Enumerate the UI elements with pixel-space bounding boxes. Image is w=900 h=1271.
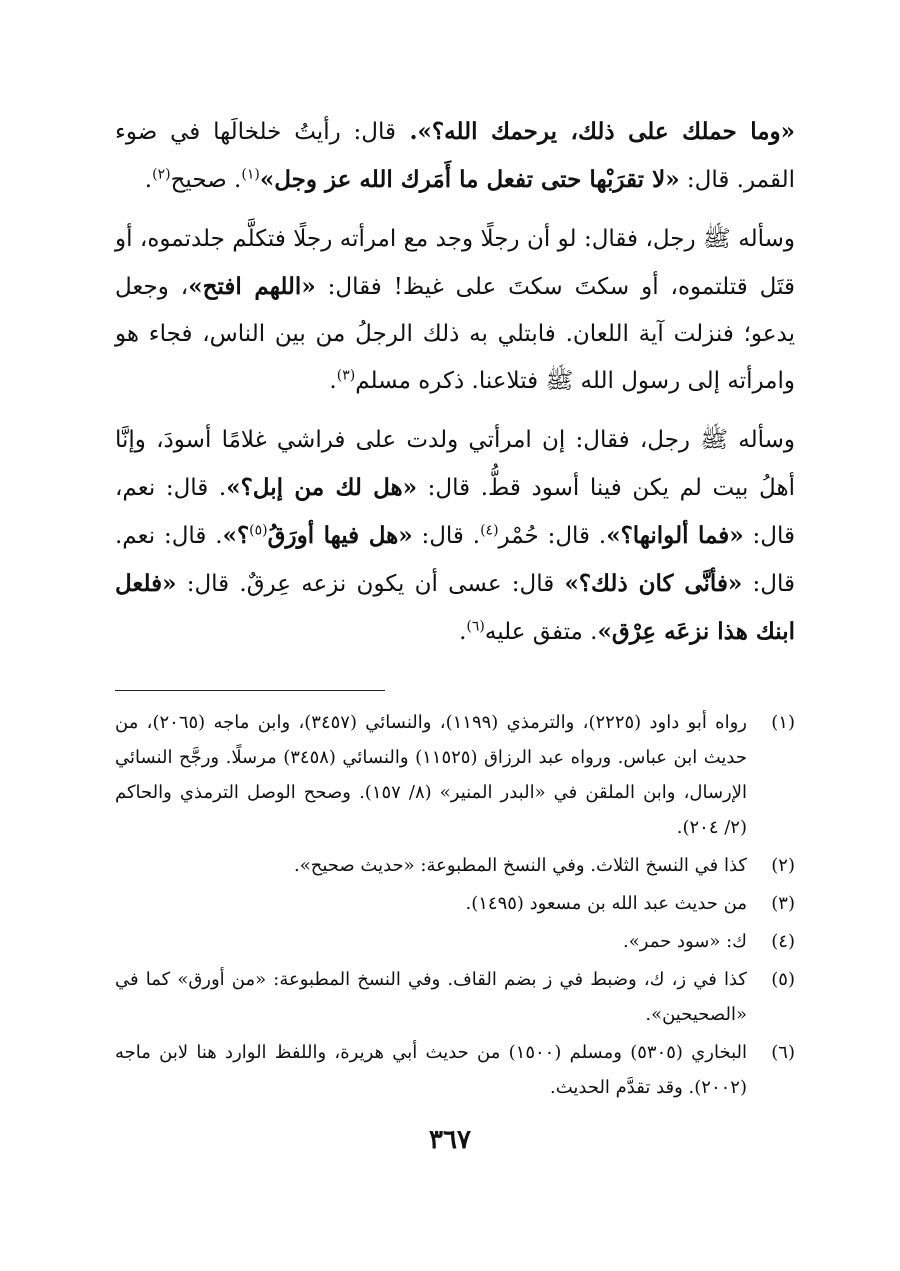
paragraph xyxy=(115,216,795,405)
footnote-text: كذا في النسخ الثلاث. وفي النسخ المطبوعة: «حديث صحيح». xyxy=(293,855,747,876)
bold-text: «وما حملك على ذلك، يرحمك الله؟». xyxy=(396,118,796,145)
footnote-ref: (٥) xyxy=(249,522,268,539)
paragraph xyxy=(115,417,795,656)
text-run: . صحيح xyxy=(170,167,242,193)
footnote xyxy=(115,924,795,959)
page-body xyxy=(115,108,795,1108)
paragraph xyxy=(115,108,795,204)
footnote-text: كذا في ز، ك، وضبط في ز بضم القاف. وفي النسخ المطبوعة: «من أورق» كما في «الصحيحين». xyxy=(115,969,747,1025)
footnote-separator xyxy=(115,690,385,691)
bold-text: «فأنَّى كان ذلك؟» xyxy=(564,570,743,597)
text-run: . xyxy=(459,619,467,645)
text-run: . قال: حُمْر xyxy=(498,523,607,549)
bold-text: «هل فيها أورَقُ xyxy=(267,522,413,549)
text-run: . قال: نعم، قال: xyxy=(115,475,795,549)
footnote-ref: (٢) xyxy=(152,166,171,183)
bold-text: ؟» xyxy=(222,522,250,549)
footnote-text: رواه أبو داود (٢٢٢٥)، والترمذي (١١٩٩)، والنسائي (٣٤٥٧)، وابن ماجه (٢٠٦٥)، من حديث ابن عباس. ورواه عبد الرزاق (١١٥٢٥) والنسائي (٣٤٥٨) مرسلًا. ورجَّح النسائي الإرسال، وابن الملقن في «البدر المنير» (٨/ ١٥٧). وصحح الوصل الترمذي والحاكم (٢/ ٢٠٤). xyxy=(115,712,747,838)
bold-text: «هل لك من إبل؟» xyxy=(226,474,418,501)
footnote xyxy=(115,1035,795,1105)
footnote-number: (٣) xyxy=(771,893,795,914)
text-run: . قال: xyxy=(412,523,481,549)
footnote xyxy=(115,705,795,845)
footnote-number: (٦) xyxy=(771,1042,795,1063)
footnote-text: البخاري (٥٣٠٥) ومسلم (١٥٠٠) من حديث أبي هريرة، واللفظ الوارد هنا لابن ماجه (٢٠٠٢). وقد تقدَّم الحديث. xyxy=(115,1042,747,1098)
bold-text: «فلعل ابنك هذا نزعَه عِرْق» xyxy=(115,570,795,645)
footnotes xyxy=(115,705,795,1105)
text-run: . xyxy=(329,368,337,394)
footnote-number: (٤) xyxy=(771,931,795,952)
footnote-separator-wrap xyxy=(115,668,795,705)
footnote-ref: (١) xyxy=(241,166,260,183)
footnote xyxy=(115,962,795,1032)
text-run: قال: عسى أن يكون نزعه عِرقٌ. قال: xyxy=(176,571,565,597)
bold-text: «لا تقرَبْها حتى تفعل ما أَمَرك الله عز وجل» xyxy=(259,166,680,193)
text-run: قال: رأيتُ خلخالَها في ضوء القمر. قال: xyxy=(115,119,795,193)
footnote-number: (١) xyxy=(771,712,795,733)
footnote-number: (٥) xyxy=(771,969,795,990)
footnote xyxy=(115,886,795,921)
text-run: . متفق عليه xyxy=(484,619,598,645)
bold-text: «اللهم افتح» xyxy=(188,273,316,300)
bold-text: «فما ألوانها؟» xyxy=(606,522,744,549)
footnote-number: (٢) xyxy=(771,855,795,876)
footnote-ref: (٦) xyxy=(466,618,485,635)
main-text xyxy=(115,108,795,656)
text-run: . قال: نعم. قال: xyxy=(115,523,795,597)
text-run: . xyxy=(144,167,153,193)
footnote-text: ك: «سود حمر». xyxy=(623,931,747,952)
text-run: وسأله ﷺ رجل، فقال: إن امرأتي ولدت على فراشي غلامًا أسودَ، وإنَّا أهلُ بيت لم يكن فينا أسود قطُّ. قال: xyxy=(115,427,795,501)
footnote-ref: (٣) xyxy=(336,367,356,384)
footnote-text: من حديث عبد الله بن مسعود (١٤٩٥). xyxy=(465,893,747,914)
text-run: ، وجعل يدعو؛ فنزلت آية اللعان. فابتلي به ذلك الرجلُ من بين الناس، فجاء هو وامرأته إلى رسول الله ﷺ فتلاعنا. ذكره مسلم xyxy=(115,274,795,394)
page-number: ٣٦٧ xyxy=(429,1125,471,1155)
text-run: وسأله ﷺ رجل، فقال: لو أن رجلًا وجد مع امرأته رجلًا فتكلَّم جلدتموه، أو قتَل قتلتموه، أو سكتَ سكتَ على غيظ! فقال: xyxy=(115,226,795,300)
footnote-ref: (٤) xyxy=(480,522,499,539)
footnote xyxy=(115,848,795,883)
